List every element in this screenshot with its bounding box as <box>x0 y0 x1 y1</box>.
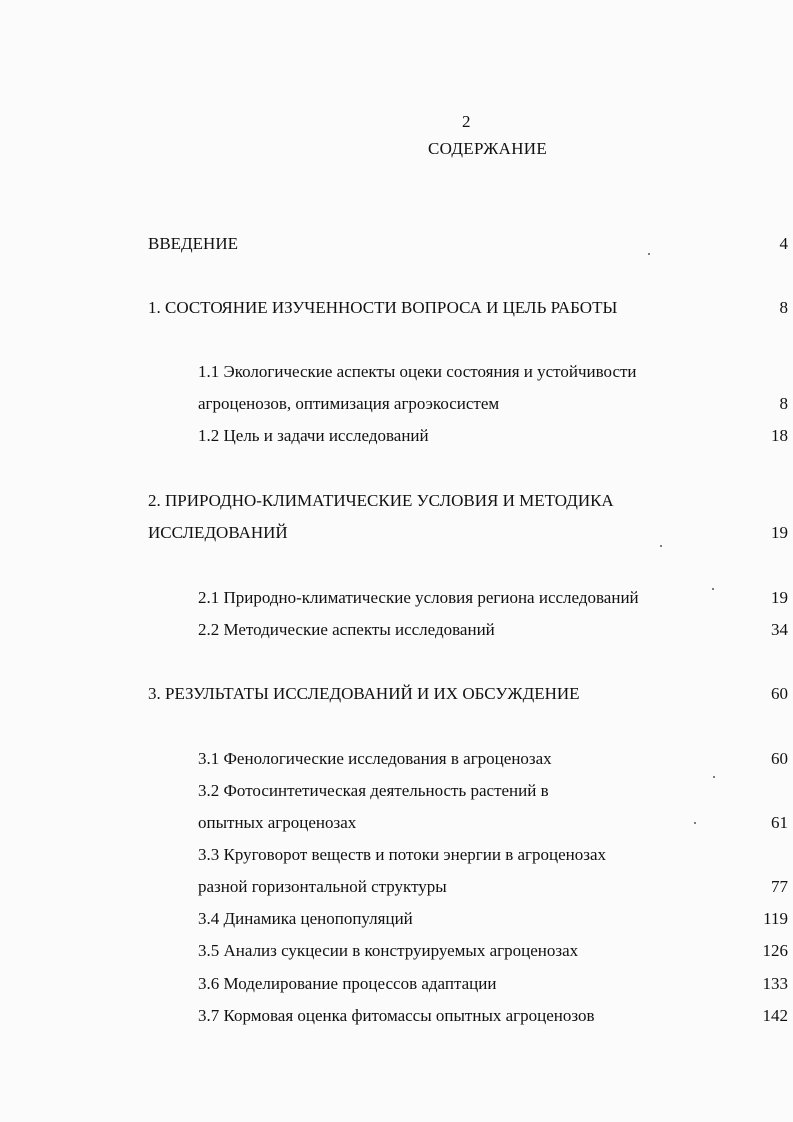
toc-ch1-title: 1. СОСТОЯНИЕ ИЗУЧЕННОСТИ ВОПРОСА И ЦЕЛЬ РАБОТЫ <box>148 298 618 317</box>
page-number: 2 <box>462 112 471 131</box>
scan-speck <box>648 253 650 255</box>
toc-intro-page: 4 <box>779 234 788 253</box>
toc-ch3-title: 3. РЕЗУЛЬТАТЫ ИССЛЕДОВАНИЙ И ИХ ОБСУЖДЕНИЕ <box>148 684 580 703</box>
toc-s1-1-line2: агроценозов, оптимизация агроэкосистем <box>198 394 500 413</box>
toc-s3-2-line2: опытных агроценозах <box>198 813 357 832</box>
scan-speck <box>713 776 715 778</box>
toc-s1-2-page: 18 <box>771 426 788 445</box>
toc-ch2-title-line2: ИССЛЕДОВАНИЙ <box>148 523 288 542</box>
toc-s1-1-page: 8 <box>779 394 788 413</box>
toc-s3-6-page: 133 <box>762 974 788 993</box>
page-title: СОДЕРЖАНИЕ <box>428 139 548 158</box>
toc-ch2-page: 19 <box>771 523 788 542</box>
toc-s2-1-title: 2.1 Природно-климатические условия региона исследований <box>198 588 639 607</box>
toc-s2-1-page: 19 <box>771 588 788 607</box>
toc-s3-3-page: 77 <box>771 877 788 896</box>
toc-s3-6-title: 3.6 Моделирование процессов адаптации <box>198 974 497 993</box>
scan-speck <box>712 588 714 590</box>
scan-speck <box>694 822 696 824</box>
toc-s3-5-title: 3.5 Анализ сукцесии в конструируемых агроценозах <box>198 941 579 960</box>
scan-speck <box>660 545 662 547</box>
toc-s2-2-page: 34 <box>771 620 788 639</box>
toc-intro-title: ВВЕДЕНИЕ <box>148 234 238 253</box>
toc-s2-2-title: 2.2 Методические аспекты исследований <box>198 620 495 639</box>
toc-s3-3-line2: разной горизонтальной структуры <box>198 877 447 896</box>
toc-s1-1-line1: 1.1 Экологические аспекты оцеки состояния и устойчивости <box>198 362 637 381</box>
toc-ch3-page: 60 <box>771 684 788 703</box>
toc-ch2-title-line1: 2. ПРИРОДНО-КЛИМАТИЧЕСКИЕ УСЛОВИЯ И МЕТОДИКА <box>148 491 614 510</box>
toc-s3-3-line1: 3.3 Круговорот веществ и потоки энергии в агроценозах <box>198 845 606 864</box>
toc-s3-2-line1: 3.2 Фотосинтетическая деятельность растений в <box>198 781 549 800</box>
toc-s3-2-page: 61 <box>771 813 788 832</box>
toc-ch1-page: 8 <box>779 298 788 317</box>
toc-s3-4-title: 3.4 Динамика ценопопуляций <box>198 909 413 928</box>
toc-s3-1-title: 3.1 Фенологические исследования в агроценозах <box>198 749 552 768</box>
toc-s1-2-title: 1.2 Цель и задачи исследований <box>198 426 429 445</box>
toc-s3-7-page: 142 <box>762 1006 788 1025</box>
toc-s3-4-page: 119 <box>763 909 788 928</box>
toc-s3-7-title: 3.7 Кормовая оценка фитомассы опытных агроценозов <box>198 1006 595 1025</box>
toc-s3-5-page: 126 <box>762 941 788 960</box>
toc-s3-1-page: 60 <box>771 749 788 768</box>
